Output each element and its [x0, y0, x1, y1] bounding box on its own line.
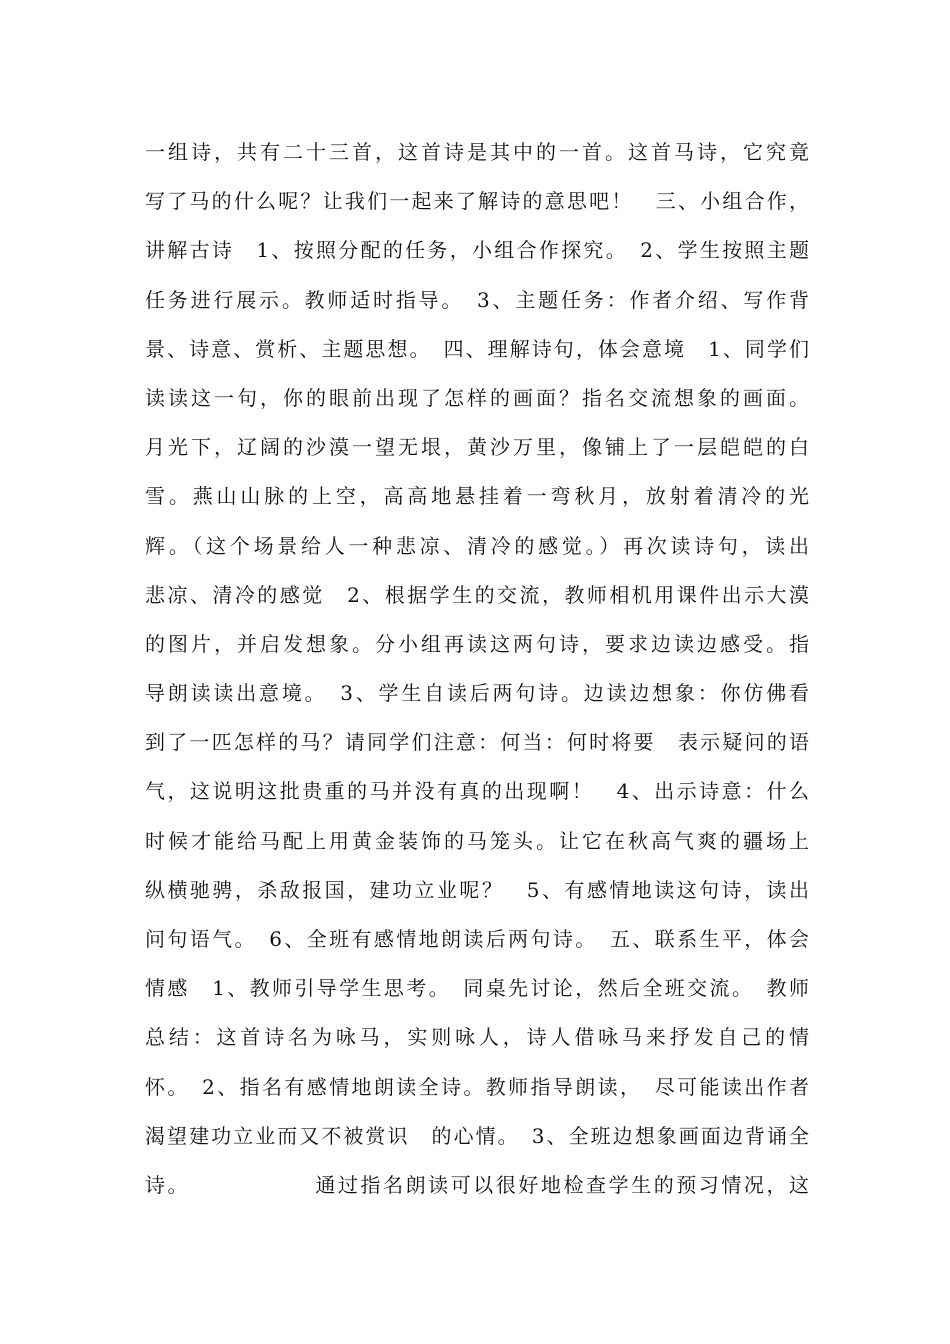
text-line: 景、诗意、赏析、主题思想。 四、理解诗句，体会意境 1、同学们: [145, 336, 809, 361]
text-line: 情感 1、教师引导学生思考。 同桌先讨论，然后全班交流。 教师: [145, 976, 809, 1001]
text-line: 导朗读读出意境。 3、学生自读后两句诗。边读边想象：你仿佛看: [145, 681, 809, 706]
text-line: 到了一匹怎样的马？请同学们注意：何当：何时将要 表示疑问的语: [145, 730, 809, 755]
text-line: 讲解古诗 1、按照分配的任务，小组合作探究。 2、学生按照主题: [145, 238, 809, 263]
text-line: 气，这说明这批贵重的马并没有真的出现啊！ 4、出示诗意：什么: [145, 779, 809, 804]
text-line: 渴望建功立业而又不被赏识 的心情。 3、全班边想象画面边背诵全: [145, 1123, 809, 1148]
text-line: 的图片，并启发想象。分小组再读这两句诗，要求边读边感受。指: [145, 631, 809, 656]
text-line: 怀。 2、指名有感情地朗读全诗。教师指导朗读， 尽可能读出作者: [145, 1074, 809, 1099]
text-line: 月光下，辽阔的沙漠一望无垠，黄沙万里，像铺上了一层皑皑的白: [145, 435, 809, 460]
text-line: 雪。燕山山脉的上空，高高地悬挂着一弯秋月，放射着清冷的光: [145, 484, 809, 509]
text-line: 纵横驰骋，杀敌报国，建功立业呢？ 5、有感情地读这句诗，读出: [145, 877, 809, 902]
text-line: 诗。 通过指名朗读可以很好地检查学生的预习情况，这: [145, 1172, 809, 1197]
body-text: [145, 128, 809, 1210]
text-line: 时候才能给马配上用黄金装饰的马笼头。让它在秋高气爽的疆场上: [145, 828, 809, 853]
text-line: 辉。（这个场景给人一种悲凉、清冷的感觉。）再次读诗句，读出: [145, 533, 809, 558]
text-line: 总结：这首诗名为咏马，实则咏人，诗人借咏马来抒发自己的情: [145, 1025, 809, 1050]
text-line: 问句语气。 6、全班有感情地朗读后两句诗。 五、联系生平，体会: [145, 927, 809, 951]
text-line: 悲凉、清冷的感觉 2、根据学生的交流，教师相机用课件出示大漠: [145, 582, 809, 607]
text-line: 一组诗，共有二十三首，这首诗是其中的一首。这首马诗，它究竟: [145, 140, 809, 164]
text-line: 读读这一句，你的眼前出现了怎样的画面？指名交流想象的画面。: [145, 385, 809, 410]
text-line: 写了马的什么呢？让我们一起来了解诗的意思吧！ 三、小组合作，: [145, 189, 809, 214]
text-line: 任务进行展示。教师适时指导。 3、主题任务：作者介绍、写作背: [145, 287, 809, 312]
